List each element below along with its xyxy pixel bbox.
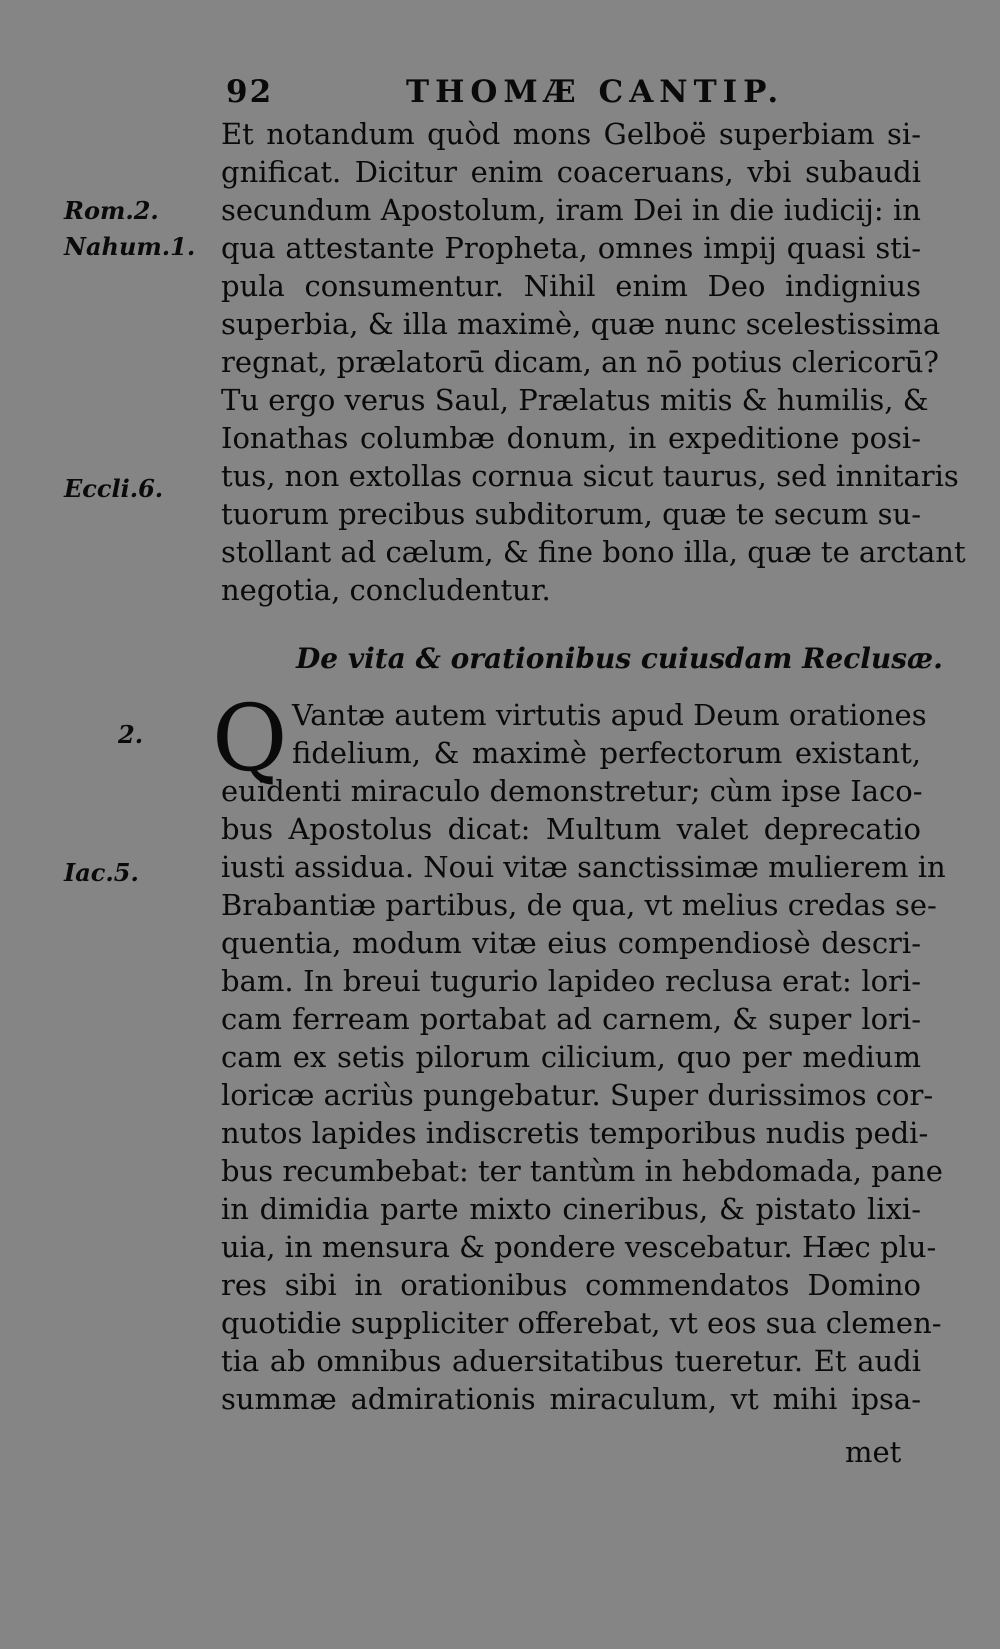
text-line: bus recumbebat: ter tantùm in hebdomada, pane — [221, 1154, 943, 1188]
text-line: negotia, concludentur. — [221, 573, 551, 607]
text-line: euidenti miraculo demonstretur; cùm ipse Iaco- — [221, 774, 923, 808]
text-line: tuorum precibus subditorum, quæ te secum su- — [221, 497, 921, 531]
text-line: quotidie suppliciter offerebat, vt eos sua clemen- — [221, 1306, 942, 1340]
drop-cap: Q — [212, 685, 288, 792]
text-line: Et notandum quòd mons Gelboë superbiam si- — [221, 117, 921, 151]
text-line: qua attestante Propheta, omnes impij quasi sti- — [221, 231, 921, 265]
text-line: res sibi in orationibus commendatos Domino — [221, 1268, 921, 1302]
text-line: stollant ad cælum, & fine bono illa, quæ te arctant — [221, 535, 966, 569]
text-line: uia, in mensura & pondere vescebatur. Hæc plu- — [221, 1230, 937, 1264]
catchword: met — [845, 1435, 902, 1469]
text-line: quentia, modum vitæ eius compendiosè descri- — [221, 926, 921, 960]
text-line: cam ex setis pilorum cilicium, quo per medium — [221, 1040, 921, 1074]
running-head-title: THOMÆ CANTIP. — [406, 74, 785, 110]
text-line: tia ab omnibus aduersitatibus tueretur. Et audi — [221, 1344, 921, 1378]
text-line: fidelium, & maximè perfectorum existant, — [292, 736, 921, 770]
margin-note: Eccli.6. — [64, 474, 164, 503]
section-title: De vita & orationibus cuiusdam Reclusæ. — [296, 642, 943, 675]
text-line: pula consumentur. Nihil enim Deo indignius — [221, 269, 921, 303]
running-header — [226, 74, 926, 110]
margin-note: Rom.2. — [64, 196, 159, 225]
margin-note: 2. — [118, 720, 144, 749]
text-line: Vantæ autem virtutis apud Deum orationes — [292, 698, 927, 732]
text-line: Tu ergo verus Saul, Prælatus mitis & humilis, & — [221, 383, 929, 417]
text-line: in dimidia parte mixto cineribus, & pistato lixi- — [221, 1192, 921, 1226]
text-line: tus, non extollas cornua sicut taurus, sed innitaris — [221, 459, 959, 493]
text-line: loricæ acriùs pungebatur. Super durissimos cor- — [221, 1078, 934, 1112]
text-line: cam ferream portabat ad carnem, & super lori- — [221, 1002, 921, 1036]
text-line: iusti assidua. Noui vitæ sanctissimæ mulierem in — [221, 850, 946, 884]
text-line: bam. In breui tugurio lapideo reclusa erat: lori- — [221, 964, 921, 998]
text-line: secundum Apostolum, iram Dei in die iudicij: in — [221, 193, 921, 227]
text-line: summæ admirationis miraculum, vt mihi ipsa- — [221, 1382, 921, 1416]
margin-note: Nahum.1. — [64, 232, 196, 261]
text-line: bus Apostolus dicat: Multum valet deprecatio — [221, 812, 921, 846]
text-line: gnificat. Dicitur enim coaceruans, vbi subaudi — [221, 155, 921, 189]
margin-note: Iac.5. — [64, 858, 139, 887]
text-line: Ionathas columbæ donum, in expeditione posi- — [221, 421, 921, 455]
text-line: nutos lapides indiscretis temporibus nudis pedi- — [221, 1116, 929, 1150]
page-number: 92 — [226, 74, 274, 110]
text-line: regnat, prælatorū dicam, an nō potius clericorū? — [221, 345, 939, 379]
text-line: superbia, & illa maximè, quæ nunc scelestissima — [221, 307, 941, 341]
text-line: Brabantiæ partibus, de qua, vt melius credas se- — [221, 888, 937, 922]
